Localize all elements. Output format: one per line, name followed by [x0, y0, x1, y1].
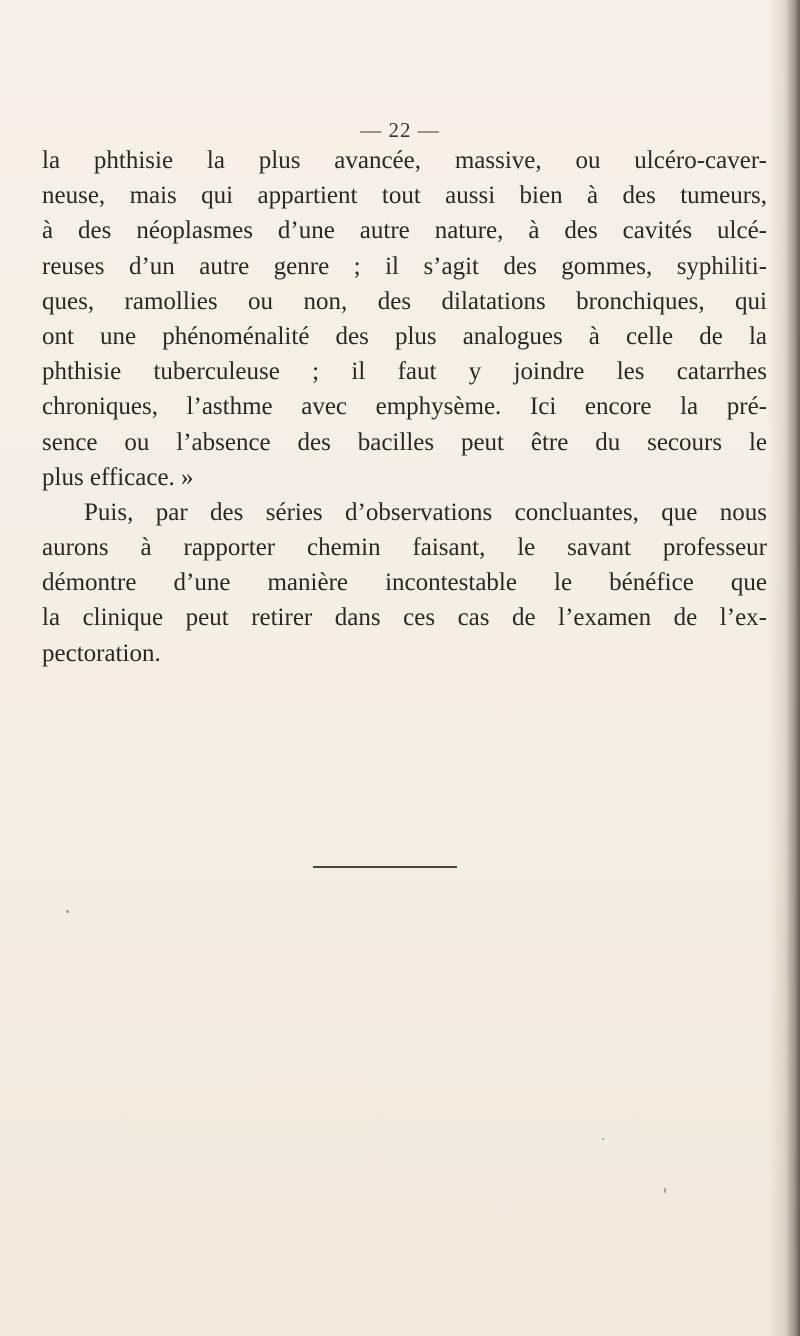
text-line: plus efficace. »: [42, 463, 194, 491]
text-line: démontre d’une manière incontestable le bénéfice que: [42, 569, 767, 597]
text-line: à des néoplasmes d’une autre nature, à des cavités ulcé-: [42, 217, 767, 245]
paper-speck: [602, 1138, 604, 1140]
text-line: chroniques, l’asthme avec emphysème. Ici encore la pré-: [42, 393, 767, 421]
text-line: reuses d’un autre genre ; il s’agit des gommes, syphiliti-: [42, 252, 767, 280]
page-edge-shadow: [786, 0, 800, 1336]
text-line: la clinique peut retirer dans ces cas de l’examen de l’ex-: [42, 604, 767, 632]
section-divider-rule: [313, 866, 457, 868]
paragraph-first-line: Puis, par des séries d’observations concluantes, que nous: [84, 498, 767, 526]
paper-speck: [66, 910, 69, 913]
text-line: aurons à rapporter chemin faisant, le savant professeur: [42, 534, 767, 562]
page-number: — 22 —: [360, 118, 440, 142]
text-line: sence ou l’absence des bacilles peut être du secours le: [42, 428, 767, 456]
text-line: ques, ramollies ou non, des dilatations bronchiques, qui: [42, 287, 767, 315]
paper-speck: [664, 1188, 666, 1193]
text-line: ont une phénoménalité des plus analogues à celle de la: [42, 322, 767, 350]
text-line: pectoration.: [42, 639, 161, 667]
body-text: [42, 143, 767, 671]
text-line: phthisie tuberculeuse ; il faut y joindre les catarrhes: [42, 358, 767, 386]
text-line: la phthisie la plus avancée, massive, ou ulcéro-caver-: [42, 147, 767, 174]
text-line: neuse, mais qui appartient tout aussi bien à des tumeurs,: [42, 182, 767, 210]
